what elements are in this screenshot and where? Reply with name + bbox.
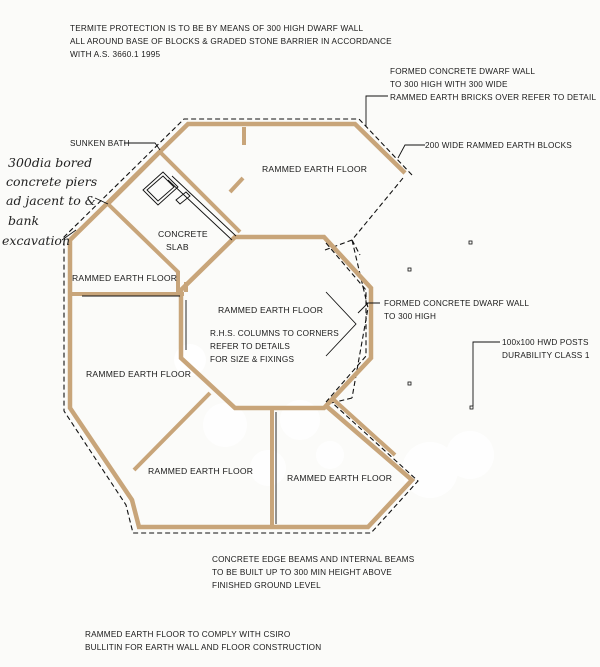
note-termite-1: TERMITE PROTECTION IS TO BE BY MEANS OF 300 HIGH DWARF WALL [70, 24, 364, 33]
note-formed-wall-3: RAMMED EARTH BRICKS OVER REFER TO DETAIL [390, 93, 597, 102]
handwritten-line-5: excavation [2, 233, 71, 248]
note-formed-wall-2: TO 300 HIGH WITH 300 WIDE [390, 80, 508, 89]
leader-piers [95, 198, 108, 204]
note-beams-3: FINISHED GROUND LEVEL [212, 581, 321, 590]
handwritten-line-3: ad jacent to & [6, 193, 96, 208]
note-columns-1: R.H.S. COLUMNS TO CORNERS [210, 329, 339, 338]
note-csiro-2: BULLITIN FOR EARTH WALL AND FLOOR CONSTRUCTION [85, 643, 322, 652]
dwarf-wall-right-open [325, 178, 403, 404]
handwritten-line-1: 300dia bored [8, 155, 93, 170]
note-termite-2: ALL AROUND BASE OF BLOCKS & GRADED STONE BARRIER IN ACCORDANCE [70, 37, 392, 46]
note-formed-wall-right-2: TO 300 HIGH [384, 312, 437, 321]
note-beams-2: TO BE BUILT UP TO 300 MIN HEIGHT ABOVE [212, 568, 392, 577]
note-termite-3: WITH A.S. 3660.1 1995 [70, 50, 161, 59]
leader-formed-wall [366, 96, 388, 126]
leader-blocks [398, 145, 425, 158]
room-label-bottom-right: RAMMED EARTH FLOOR [287, 473, 393, 483]
int-wall-bath [108, 152, 160, 204]
note-posts-1: 100x100 HWD POSTS [502, 338, 589, 347]
note-formed-wall-right-1: FORMED CONCRETE DWARF WALL [384, 299, 530, 308]
room-label-top: RAMMED EARTH FLOOR [262, 164, 368, 174]
note-posts-2: DURABILITY CLASS 1 [502, 351, 590, 360]
leader-posts [473, 342, 500, 406]
note-sunken-bath: SUNKEN BATH [70, 139, 130, 148]
note-blocks: 200 WIDE RAMMED EARTH BLOCKS [425, 141, 572, 150]
room-label-bottom-left: RAMMED EARTH FLOOR [148, 466, 254, 476]
room-label-center: RAMMED EARTH FLOOR [218, 305, 324, 315]
room-label-left-upper: RAMMED EARTH FLOOR [72, 273, 178, 283]
int-wall-bottom-left-diag [134, 393, 210, 470]
post-markers [408, 241, 473, 409]
octagon-open-face [326, 243, 366, 402]
note-formed-wall-1: FORMED CONCRETE DWARF WALL [390, 67, 536, 76]
room-label-left-lower: RAMMED EARTH FLOOR [86, 369, 192, 379]
note-columns-2: REFER TO DETAILS [210, 342, 291, 351]
note-beams-1: CONCRETE EDGE BEAMS AND INTERNAL BEAMS [212, 555, 415, 564]
handwritten-line-2: concrete piers [6, 174, 98, 189]
room-label-slab-1: CONCRETE [158, 229, 208, 239]
int-wall-top-angle [230, 178, 243, 192]
note-csiro-1: RAMMED EARTH FLOOR TO COMPLY WITH CSIRO [85, 630, 291, 639]
room-label-slab-2: SLAB [166, 242, 189, 252]
note-columns-3: FOR SIZE & FIXINGS [210, 355, 295, 364]
handwritten-line-4: bank [8, 213, 40, 228]
int-wall-bottom-right-diag [334, 400, 395, 455]
